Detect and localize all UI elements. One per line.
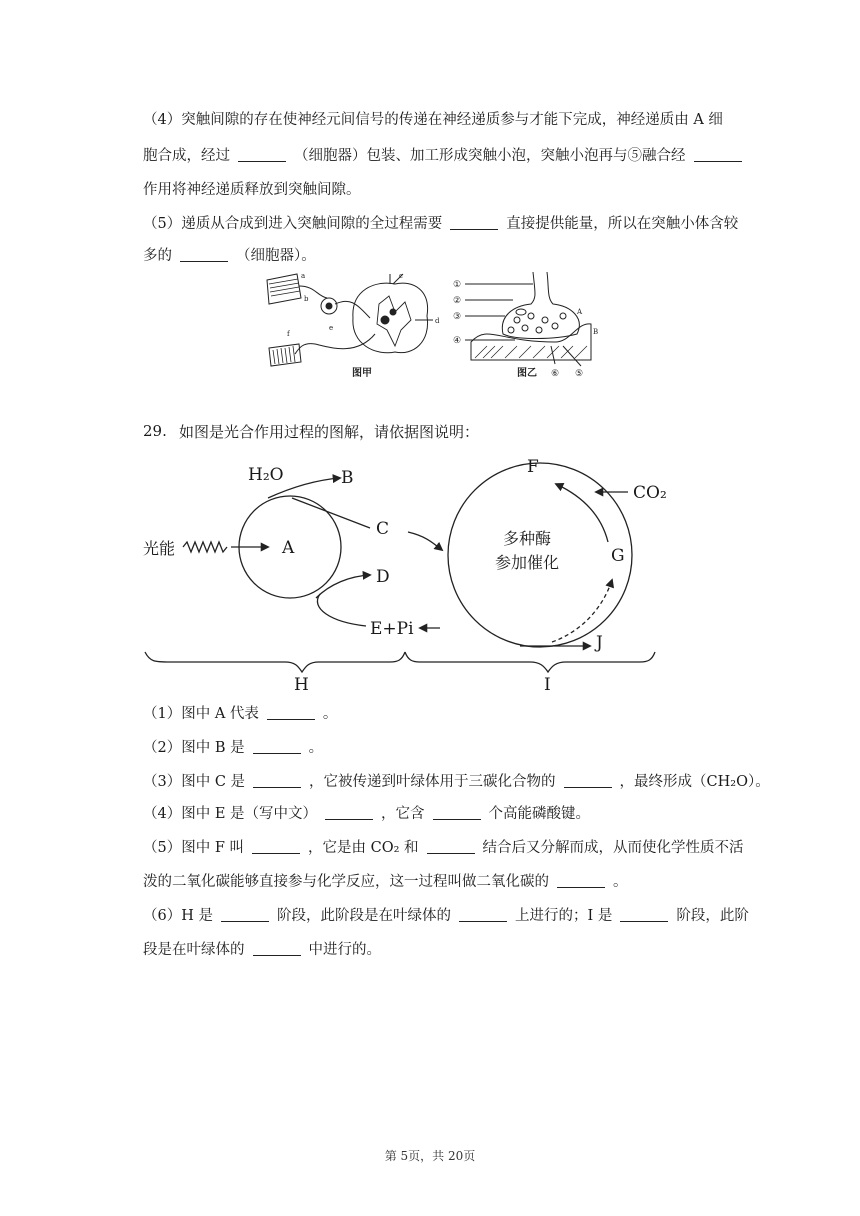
brace-h	[145, 652, 405, 672]
arrow-d	[316, 575, 370, 598]
label-g: G	[611, 546, 625, 566]
answer-blank	[238, 147, 286, 162]
answer-blank	[450, 215, 498, 230]
answer-blank	[221, 907, 269, 922]
label-d: D	[376, 567, 390, 587]
q29-item-3	[143, 772, 770, 792]
q28-p4-line3: 作用将神经递质释放到突触间隙。	[143, 182, 361, 198]
postsynaptic-membrane	[471, 324, 591, 360]
item-text: （3）图中 C 是	[143, 774, 246, 790]
caption-yi: 图乙	[517, 368, 537, 379]
label-h-brace: H	[294, 675, 309, 690]
label-jia: c	[399, 272, 403, 280]
effector-muscle	[269, 344, 301, 366]
figure-jia	[267, 274, 433, 366]
item-text: 段是在叶绿体的	[143, 942, 245, 958]
label-enzyme-line2: 参加催化	[495, 553, 560, 572]
q28-p4-text: （细胞器）包装、加工形成突触小泡，突触小泡再与⑤融合经	[294, 148, 686, 164]
label-jia: f	[287, 330, 290, 338]
q29-item-4	[143, 804, 590, 824]
label-i-brace: I	[544, 675, 551, 690]
q29-item-5-line1	[143, 838, 744, 858]
item-text: （5）图中 F 叫	[143, 840, 245, 856]
arrow-j-to-g	[552, 580, 612, 642]
answer-blank	[564, 773, 612, 788]
page-footer: 第 5页，共 20页	[384, 1149, 476, 1163]
question-number: 29.	[143, 422, 167, 440]
label-b: B	[341, 468, 354, 488]
label-co2: CO₂	[633, 483, 667, 503]
answer-blank	[267, 705, 315, 720]
marker-yi: ②	[453, 296, 462, 306]
q29-item-6-line2	[143, 940, 381, 960]
item-text: 阶段，此阶段是在叶绿体的	[276, 908, 451, 924]
label-jia: d	[435, 317, 440, 325]
label-h2o: H₂O	[248, 465, 284, 485]
item-text: ，最终形成（CH₂O）。	[619, 774, 770, 790]
answer-blank	[459, 907, 507, 922]
efferent-nerve	[295, 334, 375, 354]
q28-p4-line1: （4）突触间隙的存在使神经元间信号的传递在神经递质参与才能下完成，神经递质由 A 细	[143, 112, 723, 128]
answer-blank	[557, 873, 605, 888]
light-wave	[183, 542, 227, 552]
neuron-figure	[255, 268, 605, 383]
answer-blank	[253, 739, 301, 754]
marker-yi: ④	[453, 336, 462, 346]
q29-item-1	[143, 704, 337, 724]
item-text: 个高能磷酸键。	[488, 806, 591, 822]
figure-yi	[465, 272, 591, 366]
item-text: 。	[322, 706, 338, 722]
label-c: C	[376, 519, 390, 539]
item-text: ，它是由 CO₂ 和	[308, 840, 419, 856]
arrow-c-to-cycle	[408, 532, 442, 550]
q28-p5-text: 直接提供能量，所以在突触小体含较	[506, 216, 739, 232]
label-j: J	[596, 633, 603, 653]
arrow-c	[292, 498, 370, 528]
item-text: ，它被传递到叶绿体用于三碳化合物的	[309, 774, 556, 790]
answer-blank	[252, 839, 300, 854]
item-text: （6）H 是	[143, 908, 213, 924]
arrow-e-pi	[317, 594, 366, 626]
label-f: F	[527, 457, 539, 477]
q28-p5-text: 多的	[143, 248, 172, 264]
item-text: 泼的二氧化碳能够直接参与化学反应，这一过程叫做二氧化碳的	[143, 874, 549, 890]
question-stem: 如图是光合作用过程的图解，请依据图说明：	[179, 423, 480, 441]
answer-blank	[180, 247, 228, 262]
item-text: （1）图中 A 代表	[143, 706, 259, 722]
label-light: 光能	[143, 539, 176, 558]
letter-yi: B	[593, 328, 599, 336]
letter-yi: A	[577, 308, 583, 316]
q28-p5-text: （细胞器）。	[236, 248, 316, 264]
item-text: 。	[308, 740, 324, 756]
item-text: 。	[613, 874, 628, 890]
marker-yi: ③	[453, 312, 462, 322]
q29-item-6-line1	[143, 906, 749, 926]
q28-p5-text: （5）递质从合成到进入突触间隙的全过程需要	[143, 216, 443, 232]
arrow-g-to-f	[556, 484, 608, 542]
answer-blank	[433, 805, 481, 820]
photosynthesis-diagram	[0, 450, 860, 690]
q28-p5-line1	[143, 214, 738, 234]
item-text: 阶段，此阶	[676, 908, 749, 924]
answer-blank	[253, 941, 301, 956]
synaptic-vesicles	[508, 309, 566, 333]
caption-jia: 图甲	[352, 368, 372, 379]
item-text: 中进行的。	[308, 942, 381, 958]
q29-item-5-line2	[143, 872, 628, 892]
answer-blank	[325, 805, 373, 820]
q29-item-2	[143, 738, 323, 758]
marker-yi: ⑤	[575, 369, 584, 379]
item-text: 上进行的；I 是	[514, 908, 613, 924]
answer-blank	[427, 839, 475, 854]
item-text: （2）图中 B 是	[143, 740, 245, 756]
label-jia: a	[301, 272, 306, 280]
spinal-cord	[353, 283, 428, 353]
item-text: （4）图中 E 是（写中文）	[143, 806, 318, 822]
answer-blank	[694, 147, 742, 162]
label-e-pi: E+Pi	[370, 619, 414, 639]
item-text: 结合后又分解而成，从而使化学性质不活	[482, 840, 744, 856]
label-a: A	[282, 538, 295, 558]
label-enzyme-line1: 多种酶	[503, 529, 552, 548]
marker-yi: ①	[453, 280, 462, 290]
item-text: ，它含	[381, 806, 425, 822]
label-jia: e	[329, 324, 334, 332]
q28-p4-line2	[143, 146, 750, 166]
q28-p4-text: 胞合成，经过	[143, 148, 230, 164]
label-jia: b	[304, 295, 309, 303]
receptor-skin	[267, 274, 301, 304]
answer-blank	[253, 773, 301, 788]
brace-i	[405, 652, 655, 672]
answer-blank	[620, 907, 668, 922]
q28-p5-line2	[143, 246, 316, 266]
marker-yi: ⑥	[551, 369, 560, 379]
